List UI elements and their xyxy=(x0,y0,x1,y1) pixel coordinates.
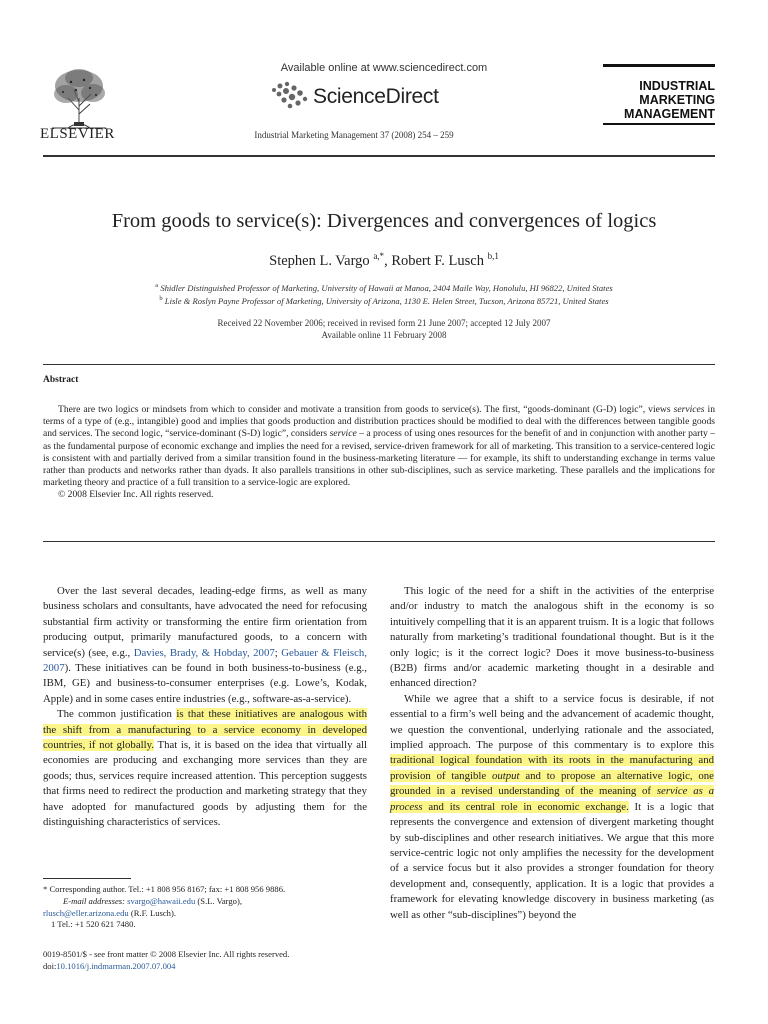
body-column-left xyxy=(43,584,367,831)
article-title: From goods to service(s): Divergences and convergences of logics xyxy=(111,210,657,232)
journal-title-line-1: INDUSTRIAL xyxy=(639,79,715,93)
citation-gebauer-2007[interactable]: Gebauer & Fleisch, 2007 xyxy=(43,646,367,675)
body-column-right xyxy=(390,584,714,923)
available-online-line[interactable]: Available online at www.sciencedirect.com xyxy=(280,62,488,74)
doi-line: doi:10.1016/j.indmarman.2007.07.004 xyxy=(43,961,176,971)
abstract-bottom-rule xyxy=(43,541,715,542)
journal-title-line-3: MANAGEMENT xyxy=(603,107,715,125)
author-lusch-marks: b,1 xyxy=(487,251,499,261)
affiliation-b-mark: b xyxy=(159,295,163,302)
sciencedirect-dots-icon xyxy=(270,80,310,110)
footnote-corresponding: * Corresponding author. Tel.: +1 808 956 8167; fax: +1 808 956 9886. xyxy=(43,884,286,894)
front-matter xyxy=(43,948,373,972)
highlighted-passage[interactable]: traditional logical foundation with its roots in the manufacturing and provision of tangible output and to propose an alternative logic, one grounded in a revised understanding of the meaning of service as a process and its central role in economic exchange. xyxy=(390,754,714,813)
author-lusch[interactable]: Robert F. Lusch xyxy=(391,252,484,269)
author-line xyxy=(0,251,768,270)
publisher-wordmark: ELSEVIER xyxy=(40,126,115,142)
abstract-paragraph: There are two logics or mindsets from which to consider and motivate a transition from goods to service(s). The first, “goods-dominant (G-D) logic”, views services in terms of a type of (e.g., intangible) good and implies that goods production and distribution practices should be modified to deal with the differences between tangible goods and services. The second logic, “service-dominant (S-D) logic”, considers service – a process of using ones resources for the benefit of and in conjunction with another party – as the fundamental purpose of economic exchange and implies the need for a revised, service-driven framework for all of marketing. This transition to a service-centered logic is consistent with and partially derived from a similar transition found in the business-marketing literature — for example, its shift to understanding exchange in terms value rather than products and networks rather than dyads. It also parallels transitions in other sub-disciplines, such as service marketing. These parallels and the implications for marketing theory and practice of a full transition to a service-logic are explored. xyxy=(43,404,715,489)
doi-link[interactable]: 10.1016/j.indmarman.2007.07.004 xyxy=(56,961,176,971)
affiliation-b-text: Lisle & Roslyn Payne Professor of Marketing, University of Arizona, 1130 E. Helen Street, Tucson, Arizona 85721, United States xyxy=(164,295,609,306)
body-paragraph: The common justification is that these initiatives are analogous with the shift from a manufacturing to a service economy in developed countries, if not globally. That is, it is based on the idea that virtually all economies are producing and exchanging more services than they are goods; thus, services require increased attention. This perception suggests that firms need to redirect the production and marketing strategy that they have adopted for manufactured goods by adjusting them for the distinguishing characteristics of services. xyxy=(43,708,367,829)
abstract-body xyxy=(43,404,715,502)
body-paragraph: While we agree that a shift to a service focus is desirable, if not essential to a firm’s well being and the advancement of academic thought, we question the conventional, underlying rationale and the associated, implied approach. The purpose of this commentary is to explore this traditional logical foundation with its roots in the manufacturing and provision of tangible output and to propose an alternative logic, one grounded in a revised understanding of the meaning of service as a process and its central role in economic exchange. It is a logic that represents the convergence and extension of divergent marketing thought by sub-disciplines and other research initiatives. We argue that this more service-centric logic not only amplifies the necessity for the development of a service focus but it also provides a stronger foundation for theory development and, consequently, application. It is a logic that provides a framework for elevating knowledge discovery in business marketing (as well as other “sub-disciplines”) beyond the xyxy=(390,692,714,921)
available-online-date: Available online 11 February 2008 xyxy=(321,330,447,340)
author-vargo-marks: a,* xyxy=(373,251,385,261)
journal-citation: Industrial Marketing Management 37 (2008) 254 – 259 xyxy=(254,130,454,140)
header-divider xyxy=(43,155,715,157)
email-vargo-link[interactable]: svargo@hawaii.edu xyxy=(127,895,196,906)
citation-davies-2007[interactable]: Davies, Brady, & Hobday, 2007 xyxy=(133,646,275,659)
journal-title-box xyxy=(603,64,715,125)
highlighted-passage[interactable]: is that these initiatives are analogous with the shift from a manufacturing to a service economy in developed countries, if not globally. xyxy=(43,708,367,752)
affiliation-b xyxy=(0,295,768,306)
sciencedirect-wordmark: ScienceDirect xyxy=(313,85,439,108)
abstract-heading: Abstract xyxy=(43,375,79,385)
author-vargo[interactable]: Stephen L. Vargo xyxy=(269,252,370,269)
footnotes xyxy=(43,884,367,931)
issn-line: 0019-8501/$ - see front matter © 2008 Elsevier Inc. All rights reserved. xyxy=(43,949,290,959)
received-dates: Received 22 November 2006; received in revised form 21 June 2007; accepted 12 July 2007 xyxy=(217,318,551,328)
footnote-tel: 1 Tel.: +1 520 621 7480. xyxy=(51,919,136,930)
abstract-copyright: © 2008 Elsevier Inc. All rights reserved. xyxy=(58,489,214,501)
email-lusch-link[interactable]: rlusch@eller.arizona.edu xyxy=(43,907,129,918)
author-separator: , xyxy=(384,252,392,269)
body-paragraph: Over the last several decades, leading-edge firms, as well as many business scholars and consultants, have advocated the need for refocusing substantial firm activity or transforming the entire firm orientation from producing output, primarily manufactured goods, to a concern with service(s) (see, e.g., Davies, Brady, & Hobday, 2007; Gebauer & Fleisch, 2007). These initiatives can be found in both business-to-business (e.g., IBM, GE) and business-to-consumer enterprises (e.g. Lowe’s, Kodak, Apple) and in some cases entire industries (e.g., software-as-a-service). xyxy=(43,585,367,705)
affiliation-a-text: Shidler Distinguished Professor of Marketing, University of Hawaii at Manoa, 2404 Maile Way, Honolulu, HI 96822, United States xyxy=(160,282,613,293)
affiliation-a xyxy=(0,282,768,293)
body-paragraph: This logic of the need for a shift in the activities of the enterprise and/or industry to match the analogous shift in the economy is so intuitively compelling that it is an apparent truism. It is a logic that follows naturally from marketing’s traditional foundational thought. But is it the only logic; is it the correct logic? Does it move business-to-business (B2B) firms and/or academic marketing thought in a desirable and enhanced direction? xyxy=(390,585,714,690)
journal-title-line-2: MARKETING xyxy=(639,93,715,107)
abstract-top-rule xyxy=(43,364,715,365)
footnote-emails: E-mail addresses: svargo@hawaii.edu (S.L. Vargo), xyxy=(63,895,242,906)
footnote-emails-cont: rlusch@eller.arizona.edu (R.F. Lusch). xyxy=(43,907,176,918)
footnote-rule xyxy=(43,878,131,879)
affiliation-a-mark: a xyxy=(155,282,159,289)
